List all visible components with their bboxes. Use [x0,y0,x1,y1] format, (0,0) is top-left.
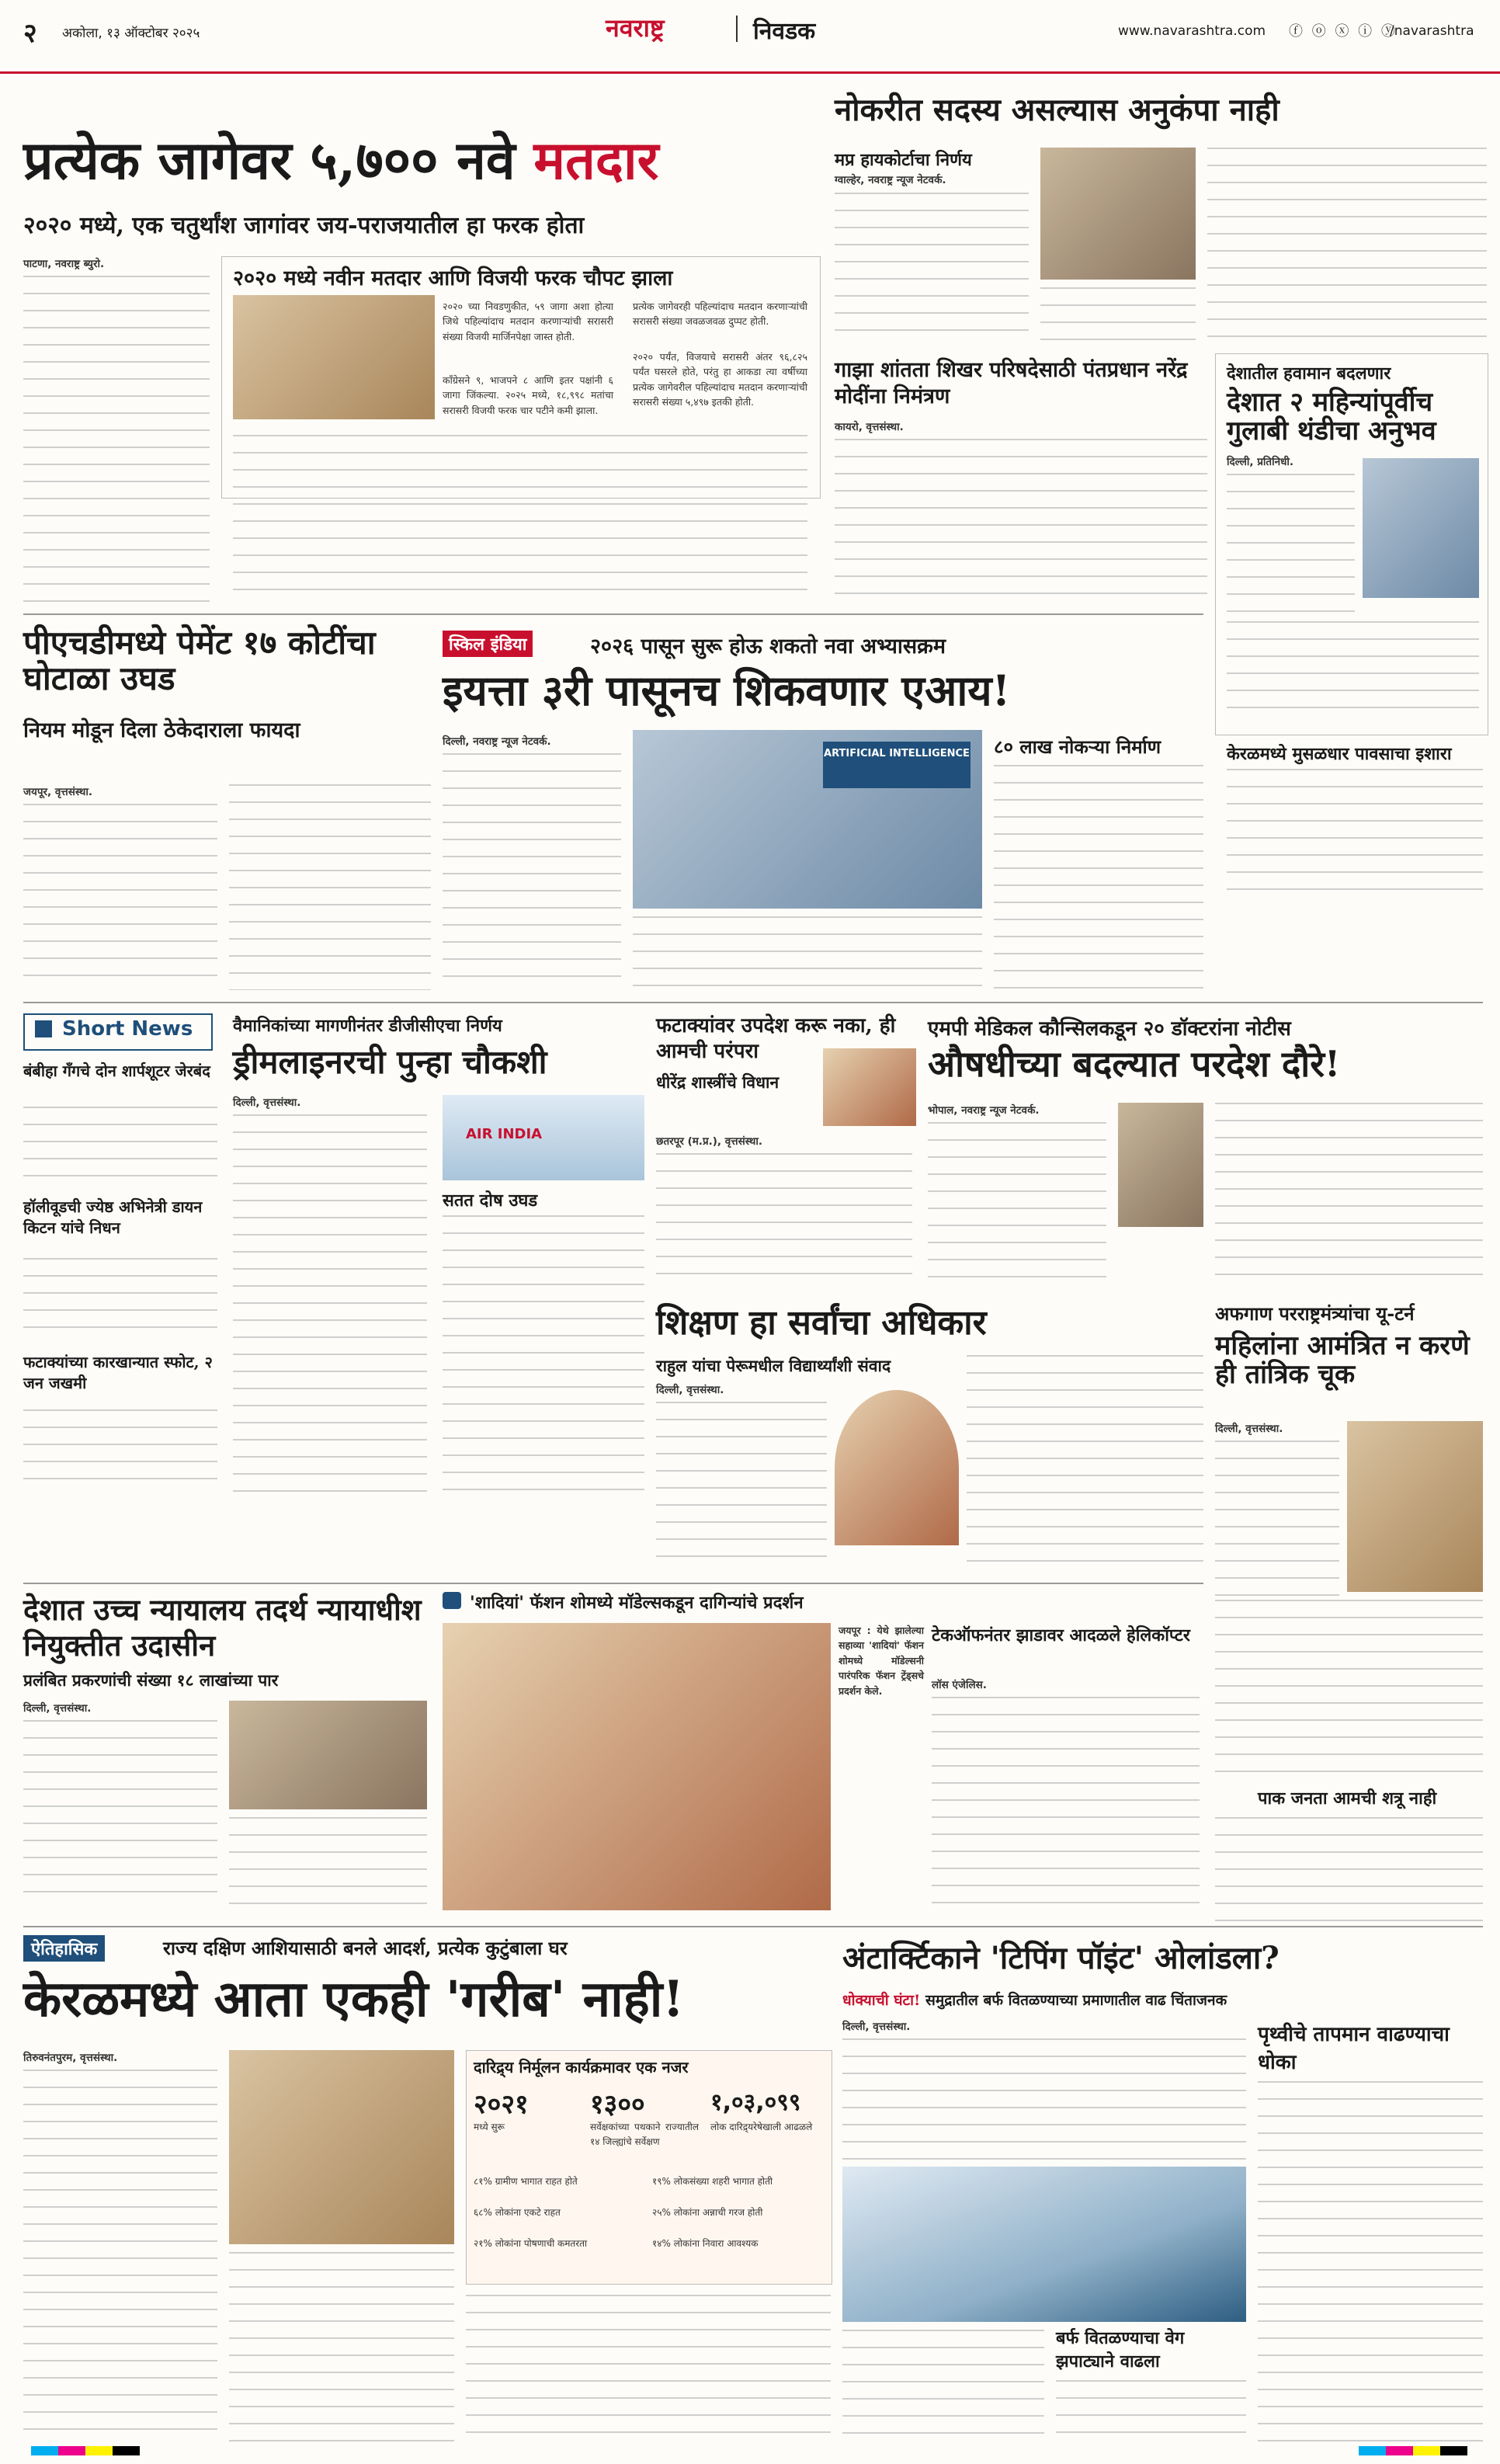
masthead [0,0,1500,74]
pension-body [835,193,1029,340]
antarctica-body-3 [1056,2380,1246,2442]
afghan-headline: महिलांना आमंत्रित न करणे ही तांत्रिक चूक [1215,1330,1470,1391]
pak-headline: पाक जनता आमची शत्रू नाही [1258,1788,1437,1809]
pension-dateline: ग्वाल्हेर, नवराष्ट्र न्यूज नेटवर्क. [835,174,946,186]
antarctica-kicker-red: धोक्याची घंटा! [842,1992,921,2009]
dreamliner-subhead: सतत दोष उघड [443,1190,538,1211]
box-stat-4: २०२० पर्यंत, विजयाचे सरासरी अंतर ९६,८२५ पर्यंत घसरले होते, परंतु हा आकडा त्या वर्षीच्या प्रत्येक जागेवरील पहिल्यांदाच मतदान करणाऱ्यांची सरासरी संख्या ५,४९७ इतकी होती. [633,351,807,408]
medicine-photo [1118,1103,1203,1227]
weather-body-2 [1227,621,1479,722]
section-title: निवडक [753,18,816,45]
press-conference-photo [1347,1421,1483,1592]
iceberg-photo [842,2167,1246,2322]
dreamliner-body-2 [443,1215,644,1495]
ai-body-2 [633,916,982,990]
stat-label: सर्वेक्षकांच्या पथकाने राज्यातील १४ जिल्ह्यांचे सर्वेक्षण [590,2122,699,2147]
ai-headline: इयत्ता ३री पासूनच शिकवणार एआय! [443,666,1011,715]
judges-dateline: दिल्ली, वृत्तसंस्था. [23,1702,92,1715]
kerala-kicker: राज्य दक्षिण आशियासाठी बनले आदर्श, प्रत्येक कुटुंबाला घर [163,1937,568,1959]
website-link[interactable]: www.navarashtra.com [1118,23,1266,39]
brand-logo[interactable]: नवराष्ट्र [606,13,665,43]
kerala-headline: केरळमध्ये आता एकही 'गरीब' नाही! [23,1970,685,2028]
crackers-body [656,1153,912,1285]
camera-icon [443,1592,461,1609]
crackers-kicker: धीरेंद्र शास्त्रींचे विधान [656,1072,780,1092]
divider-line [23,613,1203,615]
pension-kicker: मप्र हायकोर्टाचा निर्णय [835,150,972,170]
box-stat-2: काँग्रेसने ९, भाजपने ८ आणि इतर पक्षांनी ६ जागा जिंकल्या. २०२५ मध्ये, १८,९९८ मतांचा सरासरी विजयी फरक चार पटीने कमी झाला. [443,374,613,416]
historic-label: ऐतिहासिक [23,1935,105,1962]
header-divider [736,16,738,42]
divider-line [23,1583,1203,1584]
helicopter-headline: टेकऑफनंतर झाडावर आदळले हेलिकॉप्टर [932,1625,1190,1646]
edition-date: अकोला, १३ ऑक्टोबर २०२५ [62,26,200,41]
ai-kicker: २०२६ पासून सुरू होऊ शकतो नवा अभ्यासक्रम [590,634,946,659]
fashion-caption: जयपूर : येथे झालेल्या सहाव्या 'शादियां' फॅशन शोमध्ये मॉडेल्सनी पारंपरिक फॅशन ट्रेंड्सचे प्रदर्शन केले. [839,1625,924,1697]
kerala-rain-headline: केरळमध्ये मुसळधार पावसाचा इशारा [1227,744,1452,764]
lead-headline-black: प्रत्येक जागेवर ५,७०० नवे [23,130,516,192]
short-news-item[interactable]: फटाक्यांच्या कारखान्यात स्फोट, २ जन जखमी [23,1353,213,1392]
registration-mark [1359,2446,1467,2455]
page-number: २ [23,18,37,49]
weather-headline: देशात २ महिन्यांपूर्वीच गुलाबी थंडीचा अनुभव [1227,387,1436,447]
afghan-dateline: दिल्ली, वृत्तसंस्था. [1215,1423,1283,1435]
short-news-body [23,1409,217,1495]
ai-body [443,753,621,990]
afghan-kicker: अफगाण परराष्ट्रमंत्र्यांचा यू-टर्न [1215,1302,1415,1325]
phd-dateline: जयपूर, वृत्तसंस्था. [23,786,93,798]
ai-dateline: दिल्ली, नवराष्ट्र न्यूज नेटवर्क. [443,735,551,748]
antarctica-dateline: दिल्ली, वृत्तसंस्था. [842,2021,911,2033]
kerala-body-2 [229,2252,454,2442]
antarctica-kicker: समुद्रातील बर्फ वितळण्याच्या प्रमाणातील वाढ चिंताजनक [925,1992,1227,2009]
helicopter-body [932,1697,1200,1914]
dreamliner-headline: ड्रीमलाइनरची पुन्हा चौकशी [233,1043,547,1081]
mp-medical-headline: औषधीच्या बदल्यात परदेश दौरे! [928,1043,1341,1085]
stat-value: १३०० [590,2089,645,2120]
helicopter-dateline: लॉस एंजेलिस. [932,1679,987,1691]
woman-photo [1363,458,1479,598]
stat-value: २०२१ [474,2089,529,2120]
gaza-body [835,439,1207,602]
divider-line [23,1002,1483,1003]
judge-gavel-photo [229,1701,427,1809]
stat-label: लोक दारिद्र्यरेषेखाली आढळले [710,2122,813,2132]
box-stat-1: २०२० च्या निवडणुकीत, ५९ जागा अशा होत्या जिथे पहिल्यांदाच मतदान करणाऱ्यांची सरासरी संख्या विजयी मार्जिनपेक्षा जास्त होती. [443,301,613,342]
antarctica-body-2 [842,2330,1044,2442]
pension-body-3 [1207,148,1487,342]
phd-kicker: नियम मोडून दिला ठेकेदाराला फायदा [23,718,300,742]
short-news-body [23,1258,217,1343]
short-news-item[interactable]: हॉलीवूडची ज्येष्ठ अभिनेत्री डायन किटन यांचे निधन [23,1197,203,1237]
registration-mark [31,2446,140,2455]
breakdown-item: २१% लोकांना पोषणाची कमतरता [474,2238,588,2249]
ai-side-headline: ८० लाख नोकऱ्या निर्माण [994,735,1161,758]
phd-headline: पीएचडीमध्ये पेमेंट १७ कोटींचा घोटाळा उघड [23,624,376,698]
breakdown-item: १९% लोकसंख्या शहरी भागात होती [652,2176,773,2187]
ai-side-body [994,765,1203,990]
kerala-family-photo [229,2050,454,2244]
students-photo [233,295,435,419]
afghan-body-2 [1215,1600,1483,1778]
kerala-dateline: तिरुवनंतपुरम, वृत्तसंस्था. [23,2052,118,2064]
lead-headline-red: मतदार [533,130,659,192]
education-body [656,1402,827,1573]
kerala-rain-body [1227,769,1483,901]
box-stat-3: प्रत्येक जागेवरही पहिल्यांदाच मतदान करणाऱ्यांची सरासरी संख्या जवळजवळ दुप्पट होती. [633,301,807,328]
dreamliner-dateline: दिल्ली, वृत्तसंस्था. [233,1096,301,1109]
aircraft-livery: AIR INDIA [466,1126,543,1142]
short-news-title: Short News [62,1017,193,1041]
antarctica-headline: अंटार्क्टिकाने 'टिपिंग पॉइंट' ओलांडला? [842,1940,1280,1976]
dreamliner-body [233,1114,427,1495]
education-headline: शिक्षण हा सर्वांचा अधिकार [656,1303,987,1343]
afghan-body [1215,1441,1339,1596]
education-dateline: दिल्ली, वृत्तसंस्था. [656,1384,724,1396]
judges-headline: देशात उच्च न्यायालय तदर्थ न्यायाधीश नियुक्तीत उदासीन [23,1592,422,1663]
breakdown-item: २५% लोकांना अन्नाची गरज होती [652,2207,763,2218]
phd-body-2 [229,784,431,990]
antarctica-photo-headline: बर्फ वितळण्याचा वेग झपाट्याने वाढला [1056,2328,1185,2372]
pension-headline: नोकरीत सदस्य असल्यास अनुकंपा नाही [835,92,1280,128]
news-icon [35,1020,52,1037]
gaza-headline: गाझा शांतता शिखर परिषदेसाठी पंतप्रधान नरेंद्र मोदींना निमंत्रण [835,358,1188,408]
mp-medical-dateline: भोपाल, नवराष्ट्र न्यूज नेटवर्क. [928,1104,1040,1117]
warming-body [1258,2081,1483,2442]
gaza-dateline: कायरो, वृत्तसंस्था. [835,421,904,433]
judges-body-2 [229,1817,427,1906]
skill-india-label: स्किल इंडिया [443,631,533,657]
education-body-2 [967,1355,1203,1573]
speaker-photo [823,1048,916,1126]
kerala-body [23,2070,217,2442]
breakdown-item: १४% लोकांना निवारा आवश्यक [652,2238,759,2249]
fashion-headline: 'शादियां' फॅशन शोमध्ये मॉडेल्सकडून दागिन्यांचे प्रदर्शन [470,1593,804,1613]
poverty-stats-title: दारिद्र्य निर्मूलन कार्यक्रमावर एक नजर [474,2058,689,2077]
phd-body [23,804,217,990]
mp-medical-kicker: एमपी मेडिकल कौन्सिलकडून २० डॉक्टरांना नोटीस [928,1017,1291,1041]
antarctica-body [842,2038,1246,2163]
breakdown-item: ६८% लोकांना एकटे राहत [474,2207,561,2218]
lead-body-columns [233,435,807,598]
social-icons[interactable]: ⓕ ⓞ ⓧ ⓘ ⓨ [1289,23,1398,40]
kerala-body-3 [466,2295,831,2442]
short-news-item[interactable]: बंबीहा गँगचे दोन शार्पशूटर जेरबंद [23,1062,210,1080]
mp-medical-body [928,1122,1106,1285]
crackers-headline: फटाक्यांवर उपदेश करू नका, ही आमची परंपरा [656,1014,896,1063]
antarctica-kicker-line [842,1990,1487,2010]
stat-label: मध्ये सुरू [474,2122,505,2132]
divider-line [23,1926,1483,1927]
pak-body [1215,1817,1483,1934]
crackers-dateline: छतरपूर (म.प्र.), वृत्तसंस्था. [656,1135,762,1148]
social-handle[interactable]: /navarashtra [1390,23,1474,39]
warming-headline: पृथ्वीचे तापमान वाढण्याचा धोका [1258,2023,1450,2074]
mp-medical-body-2 [1215,1103,1483,1285]
judges-body [23,1720,217,1906]
education-kicker: राहुल यांचा पेरूमधील विद्यार्थ्यांशी संवाद [656,1356,891,1375]
judges-kicker: प्रलंबित प्रकरणांची संख्या १८ लाखांच्या पार [23,1670,279,1690]
breakdown-item: ८१% ग्रामीण भागात राहत होते [474,2176,578,2187]
fashion-show-photo [443,1623,831,1910]
lead-box-title: २०२० मध्ये नवीन मतदार आणि विजयी फरक चौपट झाला [233,266,673,290]
short-news-body [23,1107,217,1192]
weather-body [1227,474,1355,613]
dreamliner-kicker: वैमानिकांच्या मागणीनंतर डीजीसीएचा निर्णय [233,1016,502,1036]
lead-headline [23,132,658,190]
weather-kicker: देशातील हवामान बदलणार [1227,363,1391,384]
lead-subhead: २०२० मध्ये, एक चतुर्थांश जागांवर जय-पराजयातील हा फरक होता [23,212,585,239]
lead-body-text [23,276,210,602]
lead-dateline: पाटणा, नवराष्ट्र ब्युरो. [23,258,105,270]
weather-dateline: दिल्ली, प्रतिनिधी. [1227,456,1294,468]
rahul-gandhi-photo [835,1390,959,1545]
stat-value: १,०३,०९९ [710,2089,801,2116]
court-building-photo [1040,148,1196,280]
pension-body-2 [1040,287,1196,342]
ai-board: ARTIFICIAL INTELLIGENCE [823,742,970,788]
